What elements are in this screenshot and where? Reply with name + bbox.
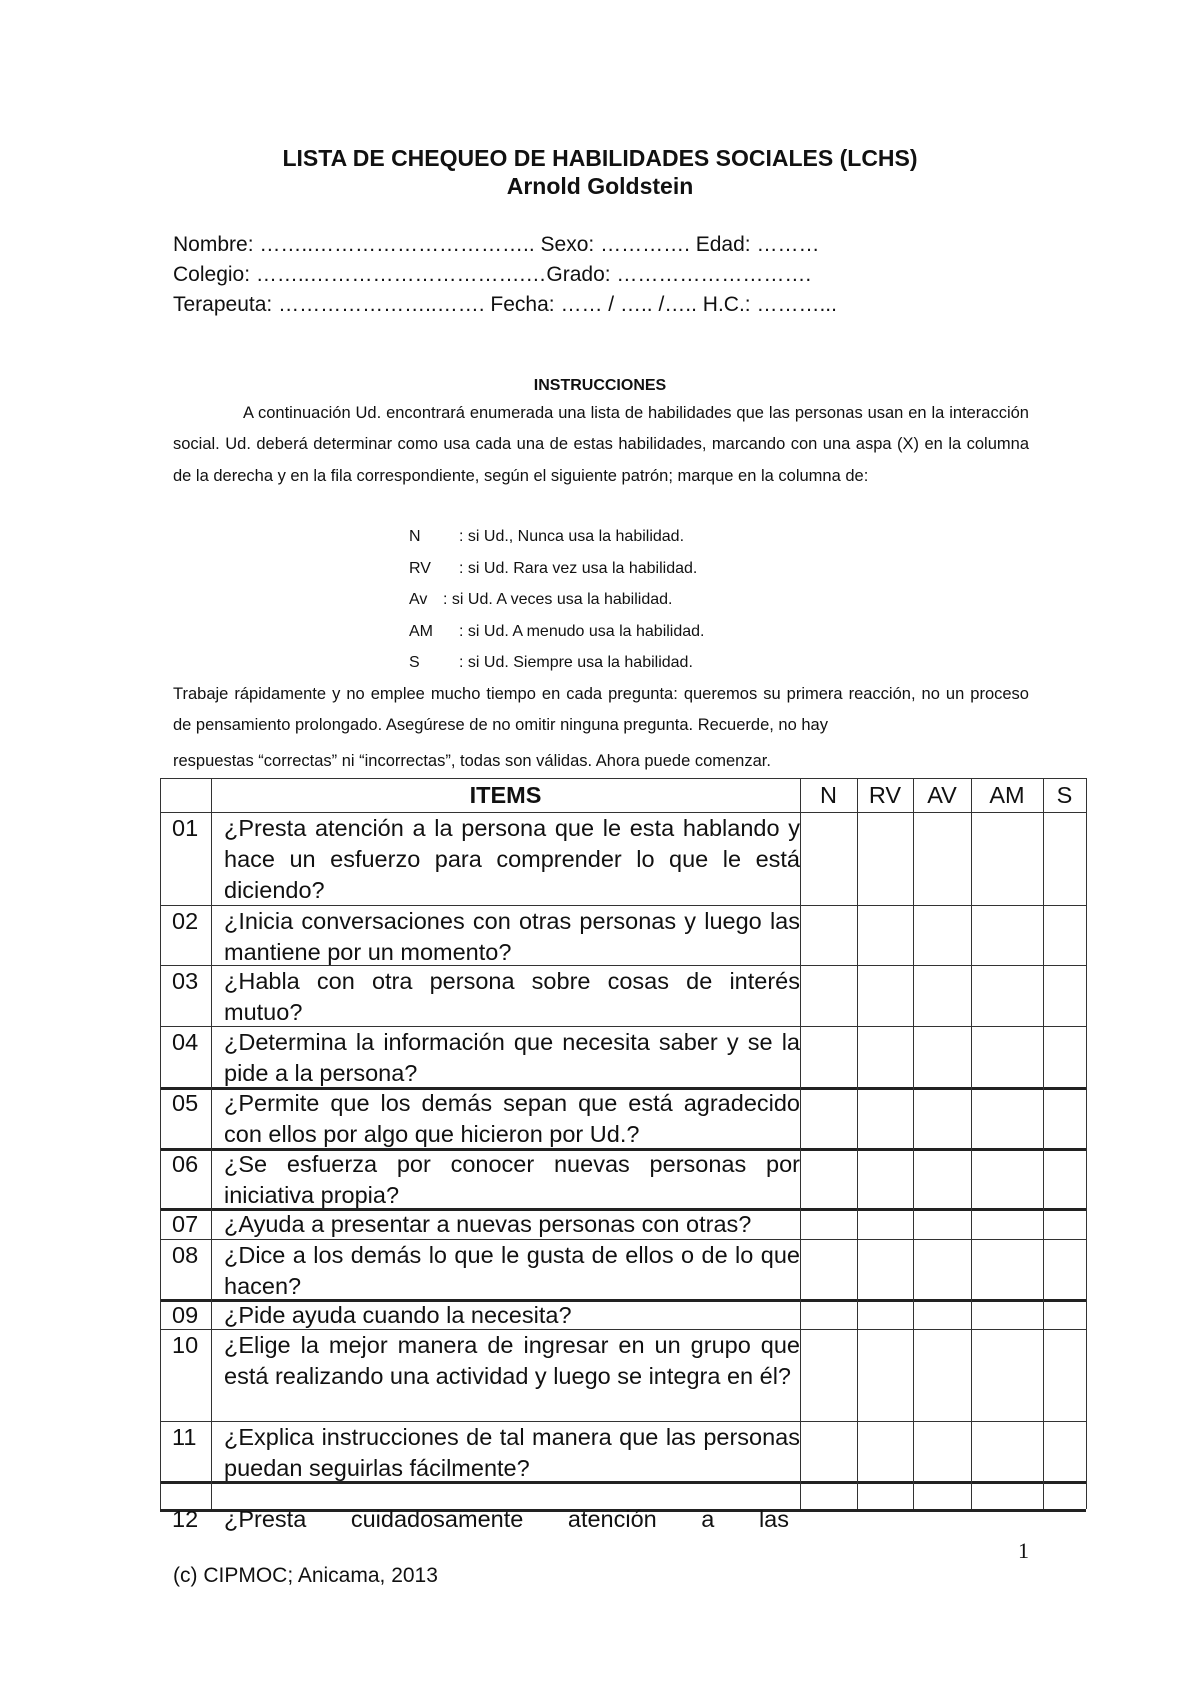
instructions-text: A continuación Ud. encontrará enumerada una lista de habilidades que las personas usan en la interacción social. Ud. deberá determinar como usa cada una de estas habilidades, marcando con una aspa (X) en la columna de la derecha y en la fila correspondiente, según el siguiente patrón; marque en la columna de:	[173, 404, 1029, 485]
item-number: 10	[172, 1332, 199, 1358]
answer-cell-am[interactable]	[973, 1240, 1041, 1297]
legend-code: Av	[409, 591, 428, 608]
answer-cell-am[interactable]	[973, 966, 1041, 1024]
item-question: ¿Elige la mejor manera de ingresar en un grupo que está realizando una actividad y luego se integra en él?	[224, 1332, 800, 1389]
legend-code: AM	[409, 622, 433, 640]
legend-text: : si Ud. A veces usa la habilidad.	[443, 591, 673, 608]
instructions-closing: Trabaje rápidamente y no emplee mucho tiempo en cada pregunta: queremos su primera reacción, no un proceso de pensamiento prolongado. Asegúrese de no omitir ninguna pregunta. Recuerde, no hay	[173, 685, 1029, 735]
answer-cell-n[interactable]	[802, 813, 855, 903]
document-title: LISTA DE CHEQUEO DE HABILIDADES SOCIALES (LCHS)	[282, 145, 918, 171]
answer-cell-s[interactable]	[1045, 1027, 1084, 1085]
answer-cell-s[interactable]	[1045, 813, 1084, 903]
legend-item	[409, 528, 684, 546]
item-number: 03	[172, 968, 199, 994]
answer-cell-rv[interactable]	[859, 1300, 911, 1327]
item-question: ¿Permite que los demás sepan que está agradecido con ellos por algo que hicieron por Ud.?	[224, 1090, 800, 1147]
item-question: ¿Presta atención a la persona que le esta hablando y hace un esfuerzo para comprender lo que le está diciendo?	[224, 815, 800, 903]
field-terapeuta-fecha-hc: Terapeuta: …………………..……. Fecha: …… / ….. /….. H.C.: ………...	[173, 293, 837, 316]
item-question: ¿Dice a los demás lo que le gusta de ellos o de lo que hacen?	[224, 1242, 800, 1299]
instructions-closing-last: respuestas “correctas” ni “incorrectas”, todas son válidas. Ahora puede comenzar.	[173, 752, 771, 770]
legend-code: N	[409, 528, 421, 545]
instructions-paragraph	[173, 398, 1029, 492]
instructions-heading: INSTRUCCIONES	[533, 377, 667, 394]
item-number: 02	[172, 908, 199, 934]
table-column-divider	[211, 778, 212, 1509]
answer-cell-av[interactable]	[915, 1330, 969, 1419]
item-question: ¿Ayuda a presentar a nuevas personas con otras?	[224, 1211, 752, 1237]
item-number: 07	[172, 1211, 199, 1237]
answer-cell-s[interactable]	[1045, 1300, 1084, 1327]
item-number: 09	[172, 1302, 199, 1328]
answer-cell-av[interactable]	[915, 1422, 969, 1479]
answer-cell-n[interactable]	[802, 966, 855, 1024]
answer-cell-rv[interactable]	[859, 1330, 911, 1419]
legend-item	[409, 560, 697, 578]
answer-cell-rv[interactable]	[859, 813, 911, 903]
copyright: (c) CIPMOC; Anicama, 2013	[173, 1564, 438, 1587]
document-author: Arnold Goldstein	[506, 173, 694, 199]
answer-cell-n[interactable]	[802, 906, 855, 963]
answer-cell-am[interactable]	[973, 1330, 1041, 1419]
table-column-divider	[1086, 778, 1087, 1509]
answer-cell-av[interactable]	[915, 1027, 969, 1085]
item-question: ¿Determina la información que necesita saber y se la pide a la persona?	[224, 1029, 800, 1086]
answer-cell-s[interactable]	[1045, 1088, 1084, 1146]
item-question: ¿Inicia conversaciones con otras personas y luego las mantiene por un momento?	[224, 908, 800, 965]
answer-cell-am[interactable]	[973, 1088, 1041, 1146]
field-colegio-grado: Colegio: ……..………………………….…Grado: ……………………….	[173, 263, 812, 286]
legend-text: : si Ud. A menudo usa la habilidad.	[459, 622, 705, 640]
item-12-number: 12	[172, 1506, 199, 1532]
header-n: N	[820, 782, 837, 808]
answer-cell-am[interactable]	[973, 1027, 1041, 1085]
answer-cell-rv[interactable]	[859, 1149, 911, 1206]
answer-cell-rv[interactable]	[859, 1209, 911, 1237]
answer-cell-am[interactable]	[973, 1300, 1041, 1327]
answer-cell-n[interactable]	[802, 1422, 855, 1479]
table-column-divider	[160, 778, 161, 1509]
item-question: ¿Explica instrucciones de tal manera que las personas puedan seguirlas fácilmente?	[224, 1424, 800, 1481]
answer-cell-s[interactable]	[1045, 906, 1084, 963]
answer-cell-rv[interactable]	[859, 1027, 911, 1085]
item-number: 05	[172, 1090, 199, 1116]
answer-cell-n[interactable]	[802, 1300, 855, 1327]
answer-cell-s[interactable]	[1045, 1209, 1084, 1237]
answer-cell-n[interactable]	[802, 1240, 855, 1297]
item-question: ¿Habla con otra persona sobre cosas de interés mutuo?	[224, 968, 800, 1025]
answer-cell-s[interactable]	[1045, 966, 1084, 1024]
item-12-text: ¿Presta cuidadosamente atención a las	[224, 1506, 789, 1532]
answer-cell-n[interactable]	[802, 1209, 855, 1237]
answer-cell-am[interactable]	[973, 813, 1041, 903]
item-question: ¿Pide ayuda cuando la necesita?	[224, 1302, 572, 1328]
answer-cell-s[interactable]	[1045, 1149, 1084, 1206]
answer-cell-av[interactable]	[915, 813, 969, 903]
answer-cell-n[interactable]	[802, 1027, 855, 1085]
legend-text: : si Ud. Siempre usa la habilidad.	[459, 654, 693, 671]
header-av: AV	[927, 782, 957, 808]
answer-cell-av[interactable]	[915, 1149, 969, 1206]
table-column-divider	[1043, 778, 1044, 1509]
answer-cell-rv[interactable]	[859, 906, 911, 963]
answer-cell-av[interactable]	[915, 1300, 969, 1327]
legend-item	[409, 623, 705, 641]
answer-cell-rv[interactable]	[859, 966, 911, 1024]
header-s: S	[1056, 782, 1073, 808]
answer-cell-rv[interactable]	[859, 1088, 911, 1146]
answer-cell-av[interactable]	[915, 906, 969, 963]
answer-cell-rv[interactable]	[859, 1240, 911, 1297]
table-column-divider	[913, 778, 914, 1509]
table-column-divider	[800, 778, 801, 1509]
answer-cell-av[interactable]	[915, 1088, 969, 1146]
item-number: 06	[172, 1151, 199, 1177]
table-column-divider	[857, 778, 858, 1509]
items-table	[160, 778, 1086, 1509]
answer-cell-am[interactable]	[973, 1209, 1041, 1237]
legend-text: : si Ud. Rara vez usa la habilidad.	[459, 559, 698, 577]
answer-cell-n[interactable]	[802, 1088, 855, 1146]
answer-cell-s[interactable]	[1045, 1330, 1084, 1419]
answer-cell-av[interactable]	[915, 1209, 969, 1237]
field-nombre-sexo-edad: Nombre: ……..………………………….. Sexo: …………. Edad: ………	[173, 233, 820, 256]
legend-item	[409, 654, 693, 672]
legend-code: RV	[409, 559, 431, 577]
item-number: 01	[172, 815, 199, 841]
answer-cell-am[interactable]	[973, 906, 1041, 963]
answer-cell-am[interactable]	[973, 1149, 1041, 1206]
legend-code: S	[409, 654, 420, 671]
answer-cell-s[interactable]	[1045, 1240, 1084, 1297]
legend-text: : si Ud., Nunca usa la habilidad.	[459, 528, 685, 545]
page-number: 1	[1018, 1538, 1029, 1563]
legend-item	[409, 591, 672, 609]
header-items: ITEMS	[469, 782, 542, 808]
item-number: 11	[172, 1424, 197, 1450]
header-rv: RV	[868, 782, 902, 808]
answer-cell-av[interactable]	[915, 1240, 969, 1297]
answer-cell-n[interactable]	[802, 1149, 855, 1206]
answer-cell-s[interactable]	[1045, 1422, 1084, 1479]
header-am: AM	[989, 782, 1025, 808]
table-column-divider	[971, 778, 972, 1509]
answer-cell-av[interactable]	[915, 966, 969, 1024]
answer-cell-rv[interactable]	[859, 1422, 911, 1479]
answer-cell-am[interactable]	[973, 1422, 1041, 1479]
item-question: ¿Se esfuerza por conocer nuevas personas por iniciativa propia?	[224, 1151, 800, 1208]
answer-cell-n[interactable]	[802, 1330, 855, 1419]
item-number: 08	[172, 1242, 199, 1268]
item-number: 04	[172, 1029, 199, 1055]
